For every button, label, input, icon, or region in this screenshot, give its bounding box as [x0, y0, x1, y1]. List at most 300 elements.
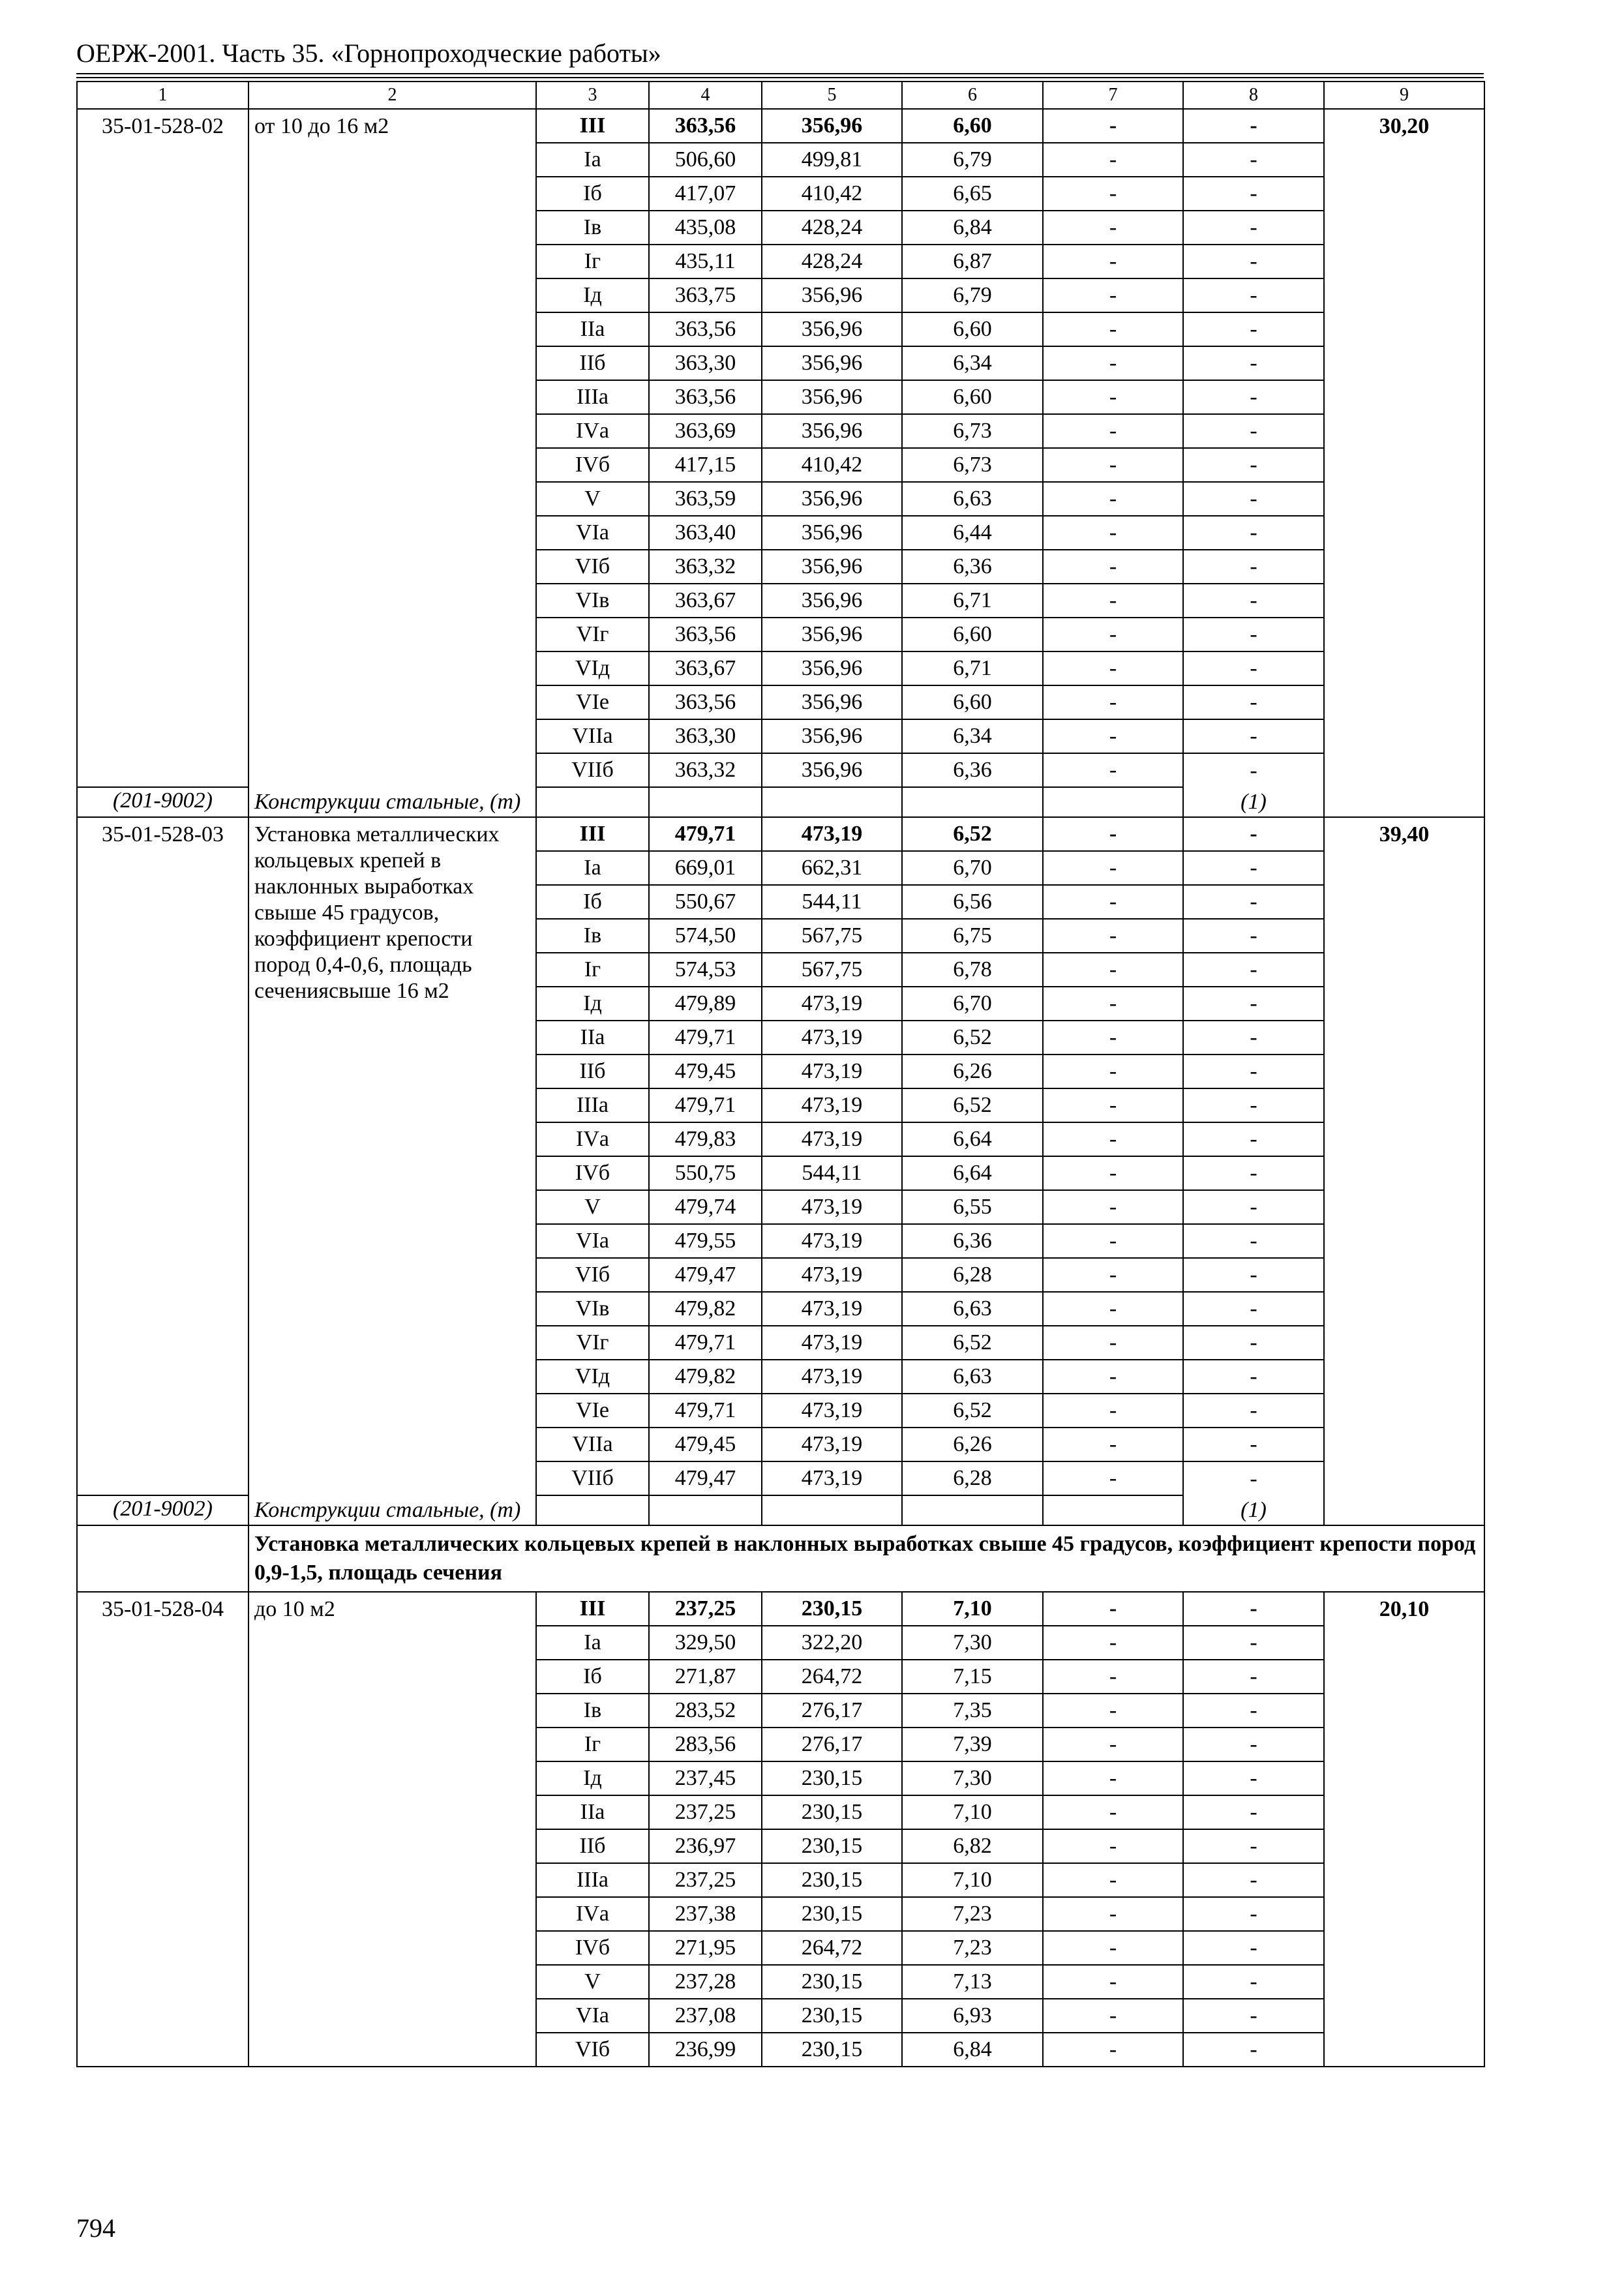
cost-cell: - [1183, 1326, 1324, 1360]
resource-quantity: (1) [1241, 1498, 1267, 1522]
section-heading-row [77, 1525, 1484, 1592]
cost-cell: 410,42 [762, 448, 902, 482]
cost-cell: 356,96 [762, 346, 902, 380]
region-cell: IVб [536, 1931, 649, 1965]
column-number: 5 [762, 82, 902, 109]
total-cost-cell: 669,01 [649, 851, 762, 885]
cost-cell: 276,17 [762, 1694, 902, 1728]
total-cost-cell: 363,56 [649, 380, 762, 414]
labor-cell: 20,10 [1324, 1592, 1484, 2067]
cost-cell: - [1183, 1190, 1324, 1224]
total-cost-cell: 283,56 [649, 1728, 762, 1761]
cost-cell: 7,30 [902, 1761, 1043, 1795]
cost-cell: - [1183, 1931, 1324, 1965]
cost-cell: - [1183, 550, 1324, 584]
region-cell: IIб [536, 1055, 649, 1088]
column-number: 7 [1043, 82, 1183, 109]
cost-cell: - [1043, 719, 1183, 753]
empty-cell [902, 1495, 1043, 1525]
cost-cell: - [1183, 1897, 1324, 1931]
table-row [77, 109, 1484, 143]
resource-code: (201-9002) [77, 787, 248, 817]
cost-cell: - [1183, 1258, 1324, 1292]
region-cell: VIе [536, 1394, 649, 1428]
cost-cell: 6,65 [902, 177, 1043, 211]
rates-table [76, 81, 1485, 2067]
region-cell: IIа [536, 1021, 649, 1055]
cost-cell: 230,15 [762, 1863, 902, 1897]
cost-cell: 7,23 [902, 1931, 1043, 1965]
cost-cell: - [1183, 346, 1324, 380]
cost-cell: - [1043, 1190, 1183, 1224]
cost-cell: 473,19 [762, 987, 902, 1021]
total-cost-cell: 363,75 [649, 278, 762, 312]
cost-cell: - [1043, 885, 1183, 919]
cost-cell: 6,93 [902, 1999, 1043, 2033]
cost-cell: 544,11 [762, 885, 902, 919]
cost-cell: - [1043, 584, 1183, 618]
cost-cell: 7,15 [902, 1660, 1043, 1694]
total-cost-cell: 237,38 [649, 1897, 762, 1931]
cost-cell: 6,79 [902, 143, 1043, 177]
cost-cell: - [1043, 2033, 1183, 2067]
cost-cell: - [1183, 482, 1324, 516]
cost-cell: 473,19 [762, 1326, 902, 1360]
cost-cell: 6,84 [902, 2033, 1043, 2067]
total-cost-cell: 363,56 [649, 685, 762, 719]
total-cost-cell: 236,99 [649, 2033, 762, 2067]
cost-cell: 6,64 [902, 1156, 1043, 1190]
cost-cell: 473,19 [762, 1224, 902, 1258]
cost-cell: - [1043, 1694, 1183, 1728]
cost-cell: 322,20 [762, 1626, 902, 1660]
total-cost-cell: 363,67 [649, 584, 762, 618]
cost-cell: - [1183, 1360, 1324, 1394]
cost-cell: 6,60 [902, 618, 1043, 651]
cost-cell: - [1043, 1660, 1183, 1694]
cost-cell: - [1043, 1999, 1183, 2033]
empty-cell [1043, 787, 1183, 817]
cost-cell: - [1183, 380, 1324, 414]
region-cell: V [536, 1965, 649, 1999]
cost-cell: - [1043, 1258, 1183, 1292]
cost-cell: 230,15 [762, 1761, 902, 1795]
cost-cell: 230,15 [762, 1829, 902, 1863]
region-cell: IVб [536, 1156, 649, 1190]
cost-cell: 662,31 [762, 851, 902, 885]
region-cell: VIг [536, 618, 649, 651]
cost-cell: 230,15 [762, 1897, 902, 1931]
cost-cell: - [1043, 1863, 1183, 1897]
total-cost-cell: 363,32 [649, 753, 762, 787]
table-row [77, 817, 1484, 851]
total-cost-cell: 479,89 [649, 987, 762, 1021]
region-cell: Iб [536, 1660, 649, 1694]
column-number-row [77, 82, 1484, 109]
total-cost-cell: 479,55 [649, 1224, 762, 1258]
cost-cell: - [1043, 1897, 1183, 1931]
cost-cell: 356,96 [762, 550, 902, 584]
region-cell: VIв [536, 584, 649, 618]
total-cost-cell: 479,71 [649, 1326, 762, 1360]
cost-cell: 6,28 [902, 1461, 1043, 1495]
cost-cell: - [1043, 1461, 1183, 1495]
labor-cell: 30,20 [1324, 109, 1484, 817]
cost-cell: - [1043, 1931, 1183, 1965]
cost-cell: - [1043, 414, 1183, 448]
cost-cell: - [1183, 987, 1324, 1021]
cost-cell: 6,34 [902, 719, 1043, 753]
cost-cell: 473,19 [762, 1122, 902, 1156]
cost-cell: 230,15 [762, 1592, 902, 1626]
cost-cell: - [1183, 312, 1324, 346]
cost-cell: 230,15 [762, 1795, 902, 1829]
cost-cell: - [1043, 1965, 1183, 1999]
cost-cell: 6,52 [902, 1088, 1043, 1122]
region-cell: Iд [536, 1761, 649, 1795]
total-cost-cell: 363,56 [649, 312, 762, 346]
total-cost-cell: 550,75 [649, 1156, 762, 1190]
total-cost-cell: 479,71 [649, 817, 762, 851]
total-cost-cell: 479,47 [649, 1258, 762, 1292]
total-cost-cell: 479,71 [649, 1088, 762, 1122]
total-cost-cell: 363,30 [649, 719, 762, 753]
cost-cell: - [1183, 1829, 1324, 1863]
cost-cell: 7,39 [902, 1728, 1043, 1761]
cost-cell: - [1183, 1021, 1324, 1055]
cost-cell: - [1043, 550, 1183, 584]
region-cell: VIа [536, 1999, 649, 2033]
cost-cell: 6,71 [902, 651, 1043, 685]
cost-cell: 410,42 [762, 177, 902, 211]
cost-cell: 356,96 [762, 516, 902, 550]
cost-cell: 6,78 [902, 953, 1043, 987]
cost-cell: - [1043, 685, 1183, 719]
cost-cell: 473,19 [762, 1428, 902, 1461]
cost-cell: 473,19 [762, 1190, 902, 1224]
cost-cell: 473,19 [762, 817, 902, 851]
cost-cell: - [1043, 1156, 1183, 1190]
cost-cell: 473,19 [762, 1088, 902, 1122]
cost-cell: 6,63 [902, 482, 1043, 516]
region-cell: Iв [536, 919, 649, 953]
cost-cell: - [1183, 1292, 1324, 1326]
region-cell: IVб [536, 448, 649, 482]
cost-cell: 356,96 [762, 380, 902, 414]
region-cell: IIб [536, 1829, 649, 1863]
rate-code: 35-01-528-02 [77, 109, 248, 787]
cost-cell: 7,23 [902, 1897, 1043, 1931]
cost-cell: - [1043, 312, 1183, 346]
cost-cell: 6,26 [902, 1428, 1043, 1461]
cost-cell: - [1183, 651, 1324, 685]
cost-cell: 6,36 [902, 1224, 1043, 1258]
region-cell: Iв [536, 211, 649, 245]
total-cost-cell: 506,60 [649, 143, 762, 177]
total-cost-cell: 479,74 [649, 1190, 762, 1224]
cost-cell: 499,81 [762, 143, 902, 177]
cost-cell: 473,19 [762, 1394, 902, 1428]
cost-cell: - [1043, 919, 1183, 953]
total-cost-cell: 479,71 [649, 1394, 762, 1428]
cost-cell: - [1183, 245, 1324, 278]
cost-cell: - [1043, 953, 1183, 987]
rate-description: до 10 м2 [248, 1592, 536, 2067]
empty-cell [762, 1495, 902, 1525]
region-cell: IIа [536, 1795, 649, 1829]
total-cost-cell: 237,25 [649, 1592, 762, 1626]
cost-cell: - [1183, 719, 1324, 753]
region-cell: V [536, 482, 649, 516]
cost-cell: - [1183, 1626, 1324, 1660]
empty-cell [649, 787, 762, 817]
cost-cell: - [1043, 109, 1183, 143]
cost-cell: 6,36 [902, 550, 1043, 584]
cost-cell: 6,60 [902, 380, 1043, 414]
cost-cell: - [1043, 143, 1183, 177]
cost-cell: - [1183, 1728, 1324, 1761]
cost-cell: - [1043, 651, 1183, 685]
region-cell: VIIб [536, 753, 649, 787]
total-cost-cell: 283,52 [649, 1694, 762, 1728]
section-heading: Установка металлических кольцевых крепей в наклонных выработках свыше 45 градусов, коэффициент крепости пород 0,9-1,5, площадь сечения [248, 1525, 1484, 1592]
cost-cell: 230,15 [762, 1999, 902, 2033]
total-cost-cell: 237,25 [649, 1795, 762, 1829]
cost-cell: - [1183, 685, 1324, 719]
cost-cell: - [1183, 953, 1324, 987]
cost-cell: 356,96 [762, 109, 902, 143]
cost-cell: 264,72 [762, 1660, 902, 1694]
total-cost-cell: 435,11 [649, 245, 762, 278]
cost-cell: 6,60 [902, 109, 1043, 143]
total-cost-cell: 363,56 [649, 618, 762, 651]
cost-cell: - [1043, 851, 1183, 885]
cost-cell: 276,17 [762, 1728, 902, 1761]
total-cost-cell: 237,25 [649, 1863, 762, 1897]
total-cost-cell: 237,28 [649, 1965, 762, 1999]
cost-cell: 356,96 [762, 719, 902, 753]
region-cell: Iв [536, 1694, 649, 1728]
cost-cell: - [1043, 1224, 1183, 1258]
cost-cell: 6,52 [902, 1394, 1043, 1428]
cost-cell: - (1) [1183, 1461, 1324, 1525]
region-cell: III [536, 817, 649, 851]
cost-cell: 7,35 [902, 1694, 1043, 1728]
empty-cell [649, 1495, 762, 1525]
region-cell: IIIа [536, 1863, 649, 1897]
resource-name: Конструкции стальные, (т) [254, 790, 521, 814]
cost-cell: 473,19 [762, 1021, 902, 1055]
region-cell: VIа [536, 516, 649, 550]
cost-cell: 6,84 [902, 211, 1043, 245]
region-cell: IVа [536, 1122, 649, 1156]
total-cost-cell: 574,53 [649, 953, 762, 987]
resource-code: (201-9002) [77, 1495, 248, 1525]
empty-cell [762, 787, 902, 817]
cost-cell: - [1043, 1829, 1183, 1863]
region-cell: VIе [536, 685, 649, 719]
cost-cell: 544,11 [762, 1156, 902, 1190]
region-cell: IVа [536, 1897, 649, 1931]
region-cell: Iб [536, 177, 649, 211]
cost-cell: - [1183, 1965, 1324, 1999]
cost-cell: - [1183, 1592, 1324, 1626]
cost-cell: 473,19 [762, 1461, 902, 1495]
resource-quantity: (1) [1241, 790, 1267, 814]
cost-cell: 6,34 [902, 346, 1043, 380]
cost-cell: - [1043, 1360, 1183, 1394]
cost-cell: - [1043, 448, 1183, 482]
total-cost-cell: 479,82 [649, 1360, 762, 1394]
region-cell: VIIа [536, 1428, 649, 1461]
region-cell: Iг [536, 953, 649, 987]
cost-cell: 356,96 [762, 312, 902, 346]
cost-cell: - [1183, 143, 1324, 177]
total-cost-cell: 237,08 [649, 1999, 762, 2033]
region-cell: Iд [536, 987, 649, 1021]
region-cell: VIIб [536, 1461, 649, 1495]
cost-cell: 6,28 [902, 1258, 1043, 1292]
empty-cell [1043, 1495, 1183, 1525]
cost-cell: 356,96 [762, 753, 902, 787]
region-cell: IVа [536, 414, 649, 448]
region-cell: III [536, 1592, 649, 1626]
cost-cell: 6,63 [902, 1292, 1043, 1326]
cost-cell: 356,96 [762, 482, 902, 516]
cost-cell: - [1183, 851, 1324, 885]
cost-cell: 473,19 [762, 1360, 902, 1394]
total-cost-cell: 271,87 [649, 1660, 762, 1694]
cost-cell: 6,36 [902, 753, 1043, 787]
cost-cell: 230,15 [762, 1965, 902, 1999]
cost-cell: 6,60 [902, 312, 1043, 346]
cost-cell: 6,56 [902, 885, 1043, 919]
table-row [77, 1592, 1484, 1626]
cost-cell: - [1183, 618, 1324, 651]
total-cost-cell: 479,45 [649, 1428, 762, 1461]
labor-cell: 39,40 [1324, 817, 1484, 1525]
cost-cell: - [1183, 817, 1324, 851]
cost-cell: 6,87 [902, 245, 1043, 278]
cost-cell: 6,55 [902, 1190, 1043, 1224]
resource-name: Конструкции стальные, (т) [254, 1498, 521, 1522]
cost-cell: 6,44 [902, 516, 1043, 550]
cost-cell: - [1183, 414, 1324, 448]
region-cell: VIб [536, 1258, 649, 1292]
total-cost-cell: 363,30 [649, 346, 762, 380]
cost-cell: 356,96 [762, 651, 902, 685]
cost-cell: 264,72 [762, 1931, 902, 1965]
header-rule [76, 77, 1484, 78]
cost-cell: 428,24 [762, 245, 902, 278]
cost-cell: - [1043, 516, 1183, 550]
cost-cell: - [1043, 1592, 1183, 1626]
cost-cell: - [1043, 482, 1183, 516]
empty-cell [902, 787, 1043, 817]
cost-cell: 7,10 [902, 1592, 1043, 1626]
cost-cell: - [1183, 1156, 1324, 1190]
region-cell: VIд [536, 1360, 649, 1394]
cost-cell: 6,26 [902, 1055, 1043, 1088]
cost-cell: - [1183, 278, 1324, 312]
total-cost-cell: 237,45 [649, 1761, 762, 1795]
empty-cell [77, 1525, 248, 1592]
cost-cell: - [1043, 1761, 1183, 1795]
cost-cell: 567,75 [762, 953, 902, 987]
region-cell: V [536, 1190, 649, 1224]
cost-cell: - (1) [1183, 753, 1324, 817]
cost-cell: - [1043, 1326, 1183, 1360]
cost-cell: - [1183, 1394, 1324, 1428]
cost-cell: 356,96 [762, 685, 902, 719]
region-cell: Iа [536, 143, 649, 177]
region-cell: VIа [536, 1224, 649, 1258]
total-cost-cell: 417,07 [649, 177, 762, 211]
total-cost-cell: 271,95 [649, 1931, 762, 1965]
cost-cell: 7,30 [902, 1626, 1043, 1660]
rate-description: Установка металлических кольцевых крепей в наклонных выработках свыше 45 градусов, коэффициент крепости пород 0,4-0,6, площадь сечениясвыше 16 м2 Конструкции стальные, (т) [248, 817, 536, 1525]
region-cell: Iг [536, 1728, 649, 1761]
total-cost-cell: 479,45 [649, 1055, 762, 1088]
region-cell: VIб [536, 2033, 649, 2067]
cost-cell: 356,96 [762, 414, 902, 448]
cost-cell: - [1043, 753, 1183, 787]
cost-cell: - [1183, 516, 1324, 550]
cost-cell: - [1183, 2033, 1324, 2067]
region-cell: Iг [536, 245, 649, 278]
cost-cell: 473,19 [762, 1258, 902, 1292]
cost-cell: - [1183, 211, 1324, 245]
cost-cell: - [1183, 1761, 1324, 1795]
region-cell: VIв [536, 1292, 649, 1326]
column-number: 6 [902, 82, 1043, 109]
cost-cell: 6,52 [902, 817, 1043, 851]
cost-cell: - [1043, 177, 1183, 211]
cost-cell: - [1183, 1428, 1324, 1461]
cost-cell: 6,73 [902, 414, 1043, 448]
cost-cell: 230,15 [762, 2033, 902, 2067]
total-cost-cell: 479,47 [649, 1461, 762, 1495]
region-cell: Iд [536, 278, 649, 312]
cost-cell: 7,10 [902, 1863, 1043, 1897]
cost-cell: - [1043, 346, 1183, 380]
column-number: 3 [536, 82, 649, 109]
cost-cell: 7,10 [902, 1795, 1043, 1829]
cost-cell: - [1043, 1055, 1183, 1088]
cost-cell: 567,75 [762, 919, 902, 953]
cost-cell: - [1183, 1055, 1324, 1088]
total-cost-cell: 363,69 [649, 414, 762, 448]
cost-cell: - [1183, 1088, 1324, 1122]
cost-cell: 6,52 [902, 1326, 1043, 1360]
rate-code: 35-01-528-03 [77, 817, 248, 1495]
cost-cell: 356,96 [762, 618, 902, 651]
total-cost-cell: 574,50 [649, 919, 762, 953]
cost-cell: - [1183, 1999, 1324, 2033]
header-rule [76, 73, 1484, 74]
cost-cell: - [1043, 1292, 1183, 1326]
cost-cell: - [1043, 211, 1183, 245]
page-header-title: ОЕРЖ-2001. Часть 35. «Горнопроходческие работы» [76, 38, 661, 68]
cost-cell: - [1043, 618, 1183, 651]
total-cost-cell: 479,82 [649, 1292, 762, 1326]
cost-cell: 6,60 [902, 685, 1043, 719]
region-cell: VIд [536, 651, 649, 685]
cost-cell: 6,79 [902, 278, 1043, 312]
cost-cell: 6,73 [902, 448, 1043, 482]
total-cost-cell: 363,67 [649, 651, 762, 685]
cost-cell: 356,96 [762, 278, 902, 312]
